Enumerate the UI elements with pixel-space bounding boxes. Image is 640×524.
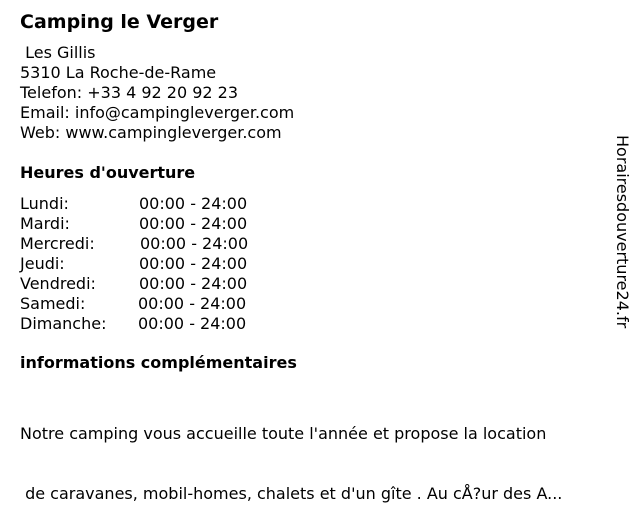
phone-number: Telefon: +33 4 92 20 92 23 (20, 83, 239, 102)
hours-row (20, 214, 280, 234)
description-line: Notre camping vous accueille toute l'année et propose la location (20, 424, 547, 443)
day-label: Lundi: (20, 194, 69, 213)
info-heading: informations complémentaires (20, 353, 297, 372)
watermark: Horairesdouverture24.fr (613, 135, 632, 329)
page-title: Camping le Verger (20, 11, 219, 33)
website: Web: www.campingleverger.com (20, 123, 282, 142)
time-range: 00:00 - 24:00 (139, 254, 248, 273)
time-range: 00:00 - 24:00 (138, 314, 247, 333)
day-label: Mercredi: (20, 234, 95, 253)
day-label: Dimanche: (20, 314, 107, 333)
description-line: de caravanes, mobil-homes, chalets et d'un gîte . Au cÅ?ur des A... (20, 484, 563, 503)
time-range: 00:00 - 24:00 (139, 214, 248, 233)
day-label: Jeudi: (20, 254, 65, 273)
hours-row (20, 314, 280, 334)
day-label: Vendredi: (20, 274, 96, 293)
hours-row (20, 294, 280, 314)
time-range: 00:00 - 24:00 (140, 234, 249, 253)
time-range: 00:00 - 24:00 (139, 194, 248, 213)
time-range: 00:00 - 24:00 (138, 294, 247, 313)
hours-row (20, 274, 280, 294)
hours-row (20, 234, 280, 254)
opening-hours-table (20, 194, 280, 334)
hours-heading: Heures d'ouverture (20, 163, 196, 182)
day-label: Samedi: (20, 294, 86, 313)
contact-block (20, 43, 294, 143)
address-city: 5310 La Roche-de-Rame (20, 63, 217, 82)
hours-row (20, 194, 280, 214)
day-label: Mardi: (20, 214, 70, 233)
email-address: Email: info@campingleverger.com (20, 103, 295, 122)
hours-row (20, 254, 280, 274)
description (20, 384, 562, 524)
address-street: Les Gillis (20, 43, 96, 62)
time-range: 00:00 - 24:00 (139, 274, 248, 293)
